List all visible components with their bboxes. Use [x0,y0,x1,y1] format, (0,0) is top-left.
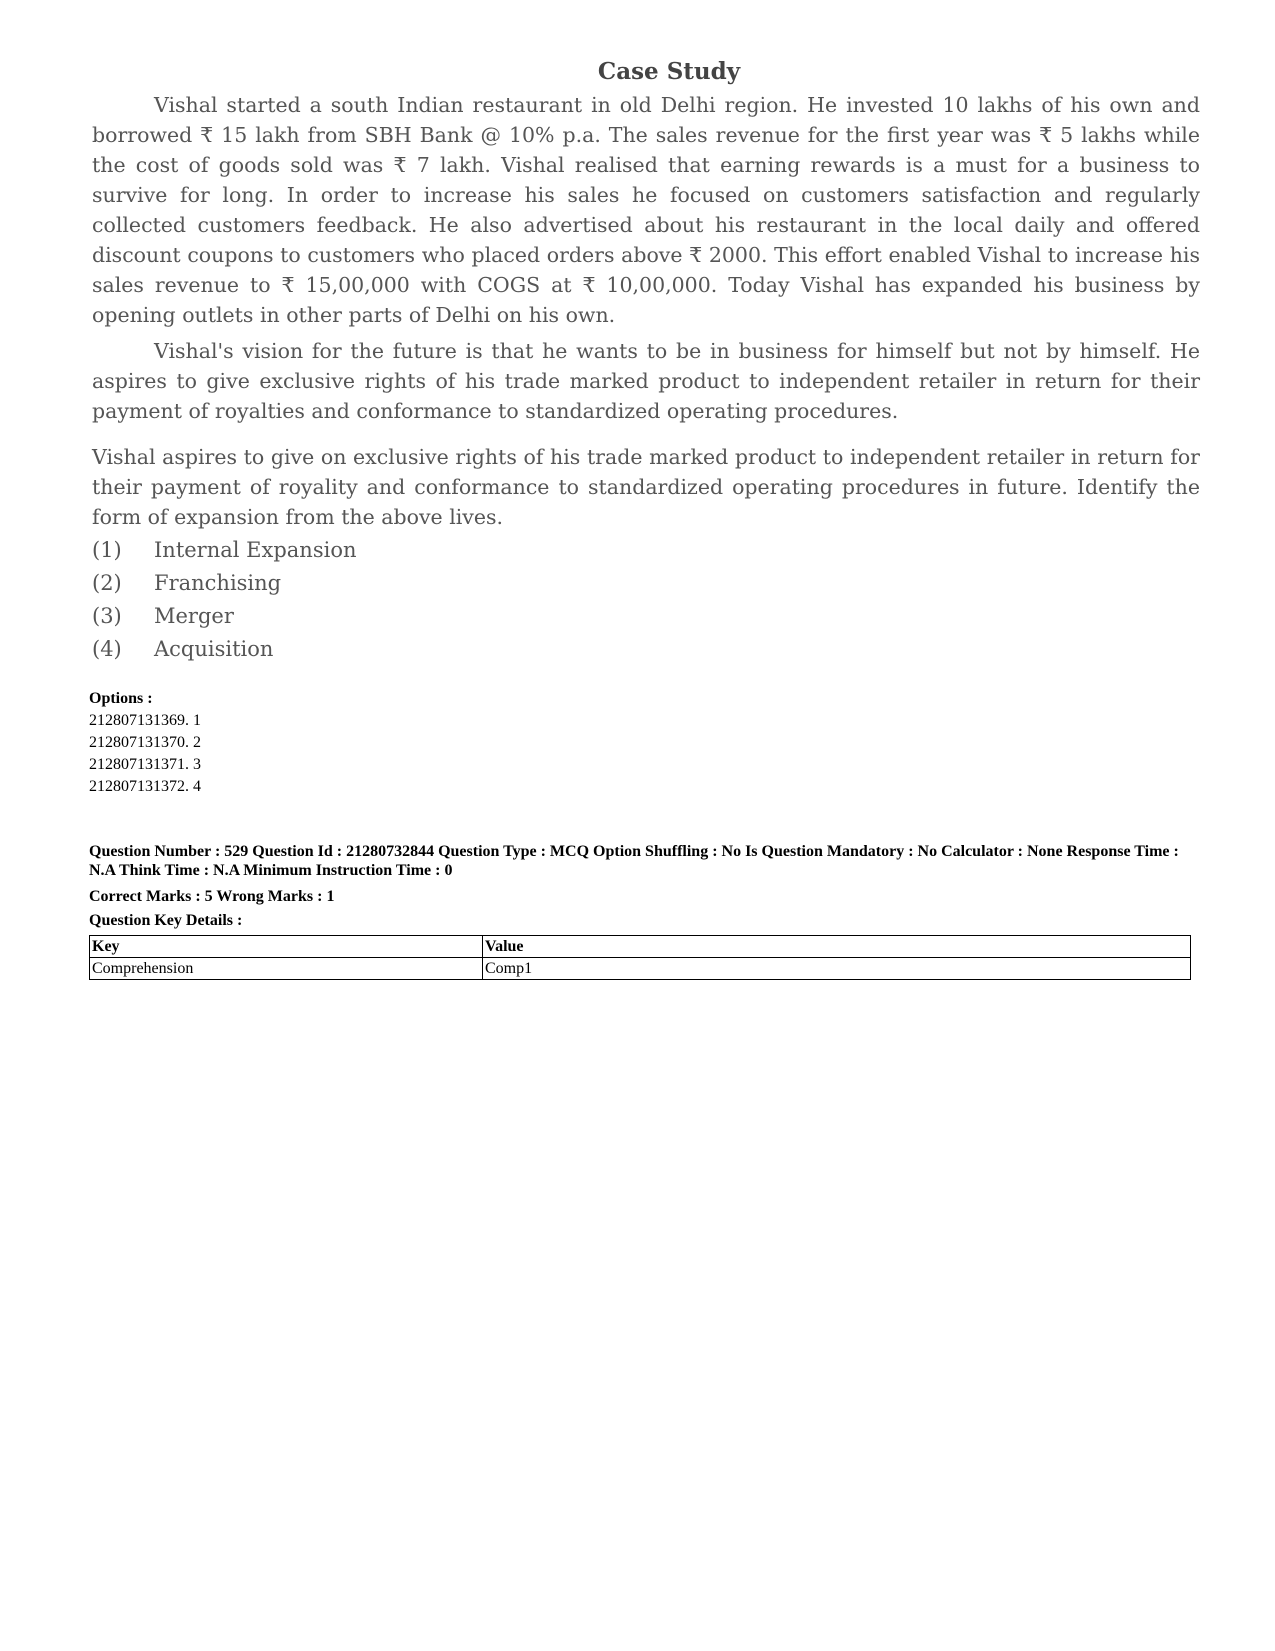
question-key-table [89,935,1191,980]
answer-option-text: Merger [154,604,234,628]
case-study-paragraph-2: Vishal's vision for the future is that he wants to be in business for himself but not by himself. He aspires to give exclusive rights of his trade marked product to independent retailer in return for their payment of royalties and conformance to standardized operating procedures. [92,339,1200,423]
answer-option-text: Acquisition [154,637,274,661]
option-id-item: 212807131372. 4 [89,778,201,795]
answer-option-number: (4) [92,637,122,661]
answer-option [92,567,1200,600]
key-details-label: Question Key Details : [89,912,243,929]
marks-info: Correct Marks : 5 Wrong Marks : 1 [89,888,335,905]
table-header-value: Value [483,936,1191,958]
options-list [89,688,201,798]
case-study-title: Case Study [597,58,741,85]
table-cell-value: Comp1 [483,958,1191,980]
answer-option-number: (2) [92,571,122,595]
table-header-row [90,936,1191,958]
question-info: Question Number : 529 Question Id : 21280732844 Question Type : MCQ Option Shuffling : No Is Question Mandatory : No Calculator : None Response Time : N.A Think Time : N.A Minimum Instruction Time : 0 [89,843,1179,879]
answer-option-text: Internal Expansion [154,538,357,562]
answer-option-text: Franchising [154,571,282,595]
answer-options [92,534,1200,666]
answer-option [92,600,1200,633]
question-text: Vishal aspires to give on exclusive rights of his trade marked product to independent retailer in return for their payment of royality and conformance to standardized operating procedures in future. Identify the form of expansion from the above lives. [92,445,1200,529]
answer-option [92,534,1200,567]
option-id-item: 212807131371. 3 [89,756,201,773]
case-study-scan [92,58,1200,666]
table-cell-key: Comprehension [90,958,483,980]
table-header-key: Key [90,936,483,958]
option-id-item: 212807131369. 1 [89,712,201,729]
table-row [90,958,1191,980]
answer-option-number: (3) [92,604,122,628]
answer-option [92,633,1200,666]
option-id-item: 212807131370. 2 [89,734,201,751]
answer-option-number: (1) [92,538,122,562]
options-label: Options : [89,690,153,707]
case-study-paragraph-1: Vishal started a south Indian restaurant in old Delhi region. He invested 10 lakhs of his own and borrowed ₹ 15 lakh from SBH Bank @ 10% p.a. The sales revenue for the first year was ₹ 5 lakhs while the cost of goods sold was ₹ 7 lakh. Vishal realised that earning rewards is a must for a business to survive for long. In order to increase his sales he focused on customers satisfaction and regularly collected customers feedback. He also advertised about his restaurant in the local daily and offered discount coupons to customers who placed orders above ₹ 2000. This effort enabled Vishal to increase his sales revenue to ₹ 15,00,000 with COGS at ₹ 10,00,000. Today Vishal has expanded his business by opening outlets in other parts of Delhi on his own. [92,93,1200,327]
